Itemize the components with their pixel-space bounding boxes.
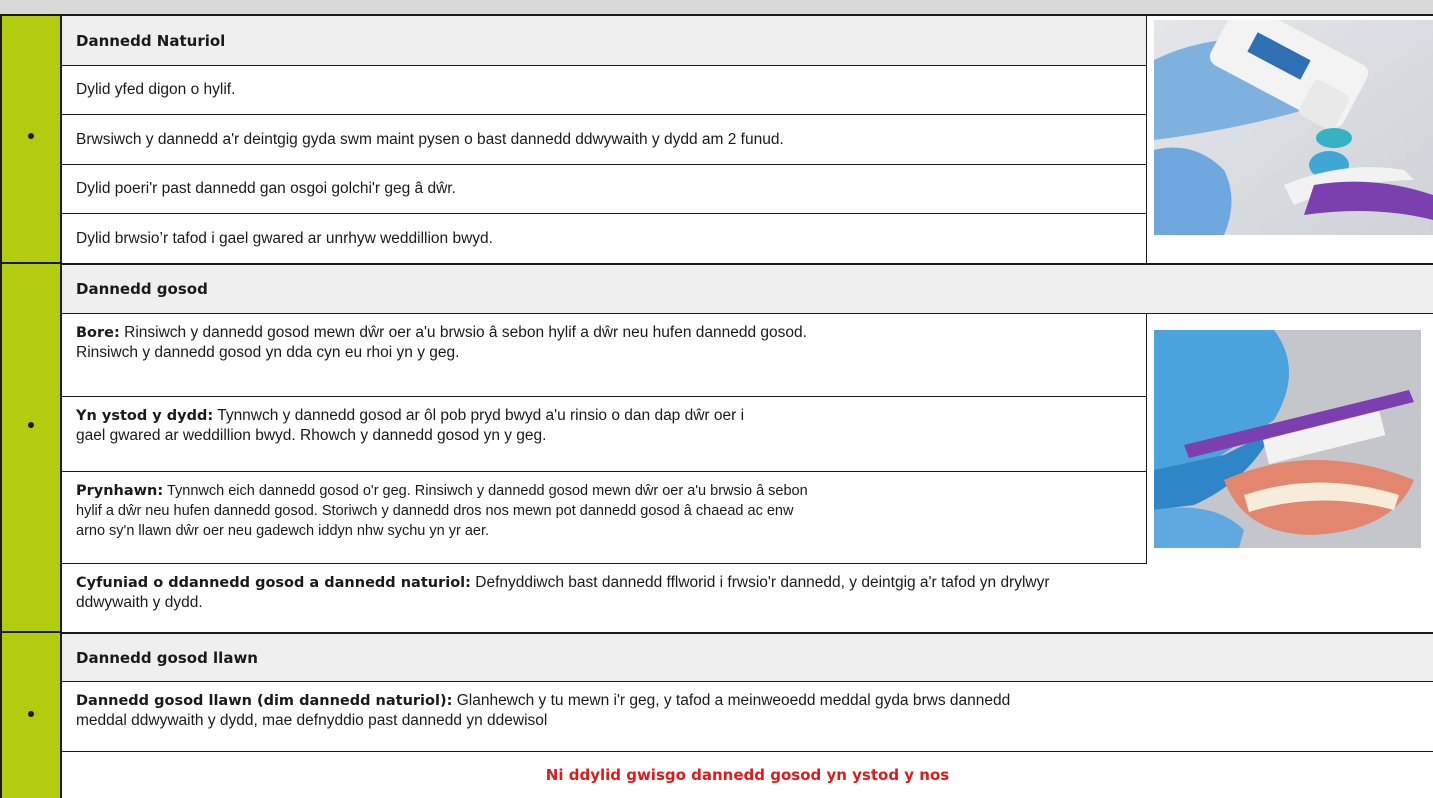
daytime-instructions xyxy=(62,397,1146,472)
section-heading-full-dentures: Dannedd gosod llawn xyxy=(62,634,1433,682)
afternoon-text-line1: Tynnwch eich dannedd gosod o'r geg. Rinsiwch y dannedd gosod mewn dŵr oer a'u brwsio â sebon xyxy=(166,483,808,499)
top-border xyxy=(0,0,1433,16)
night-warning: Ni ddylid gwisgo dannedd gosod yn ystod y nos xyxy=(545,766,950,784)
morning-text-line1: Rinsiwch y dannedd gosod mewn dŵr oer a'u brwsio â sebon hylif a dŵr neu hufen dannedd gosod. xyxy=(124,324,807,341)
full-dentures-text-line1: Glanhewch y tu mewn i'r geg, y tafod a meinweoedd meddal gyda brws dannedd xyxy=(456,692,1011,709)
afternoon-text-line3: arno sy'n llawn dŵr oer neu gadewch iddyn nhw sychu yn yr aer. xyxy=(76,523,490,539)
daytime-text-line1: Tynnwch y dannedd gosod ar ôl pob pryd bwyd a'u rinsio o dan dap dŵr oer i xyxy=(217,407,745,424)
list-item: Dylid poeri'r past dannedd gan osgoi golchi'r geg â dŵr. xyxy=(62,165,1146,214)
section-heading-natural-teeth: Dannedd Naturiol xyxy=(62,16,1146,66)
morning-text-line2: Rinsiwch y dannedd gosod yn dda cyn eu rhoi yn y geg. xyxy=(76,344,460,361)
gutter-section-3 xyxy=(0,633,62,798)
afternoon-label: Prynhawn: xyxy=(76,483,164,499)
list-item: Brwsiwch y dannedd a'r deintgig gyda swm maint pysen o bast dannedd ddwywaith y dydd am 2 funud. xyxy=(62,115,1146,165)
daytime-label: Yn ystod y dydd: xyxy=(76,408,214,424)
combination-label: Cyfuniad o ddannedd gosod a dannedd naturiol: xyxy=(76,575,471,591)
denture-brushing-image xyxy=(1154,330,1421,548)
section-heading-dentures: Dannedd gosod xyxy=(62,265,1433,314)
morning-label: Bore: xyxy=(76,325,120,341)
daytime-text-line2: gael gwared ar weddillion bwyd. Rhowch y dannedd gosod yn y geg. xyxy=(76,427,547,444)
column-divider xyxy=(1146,16,1147,264)
bullet-icon xyxy=(28,711,34,717)
full-dentures-instructions xyxy=(62,682,1433,752)
bullet-icon xyxy=(28,133,34,139)
afternoon-instructions xyxy=(62,472,1146,564)
toothpaste-toothbrush-image xyxy=(1154,20,1433,235)
full-dentures-text-line2: meddal ddwywaith y dydd, mae defnyddio past dannedd yn ddewisol xyxy=(76,712,548,729)
combination-text-line2: ddwywaith y dydd. xyxy=(76,594,203,611)
afternoon-text-line2: hylif a dŵr neu hufen dannedd gosod. Storiwch y dannedd dros nos mewn pot dannedd gosod â chaead ac enw xyxy=(76,503,794,519)
combination-text-line1: Defnyddiwch bast dannedd fflworid i frwsio'r dannedd, y deintgig a'r tafod yn drylwyr xyxy=(475,574,1050,591)
gutter-section-2 xyxy=(0,264,62,633)
list-item: Dylid brwsio’r tafod i gael gwared ar unrhyw weddillion bwyd. xyxy=(76,230,493,247)
full-dentures-label: Dannedd gosod llawn (dim dannedd naturiol): xyxy=(76,693,453,709)
column-divider xyxy=(1146,314,1147,564)
morning-instructions xyxy=(62,314,1146,397)
combination-instructions xyxy=(62,564,1433,633)
bullet-icon xyxy=(28,422,34,428)
gutter-section-1 xyxy=(0,16,62,264)
list-item: Dylid yfed digon o hylif. xyxy=(62,66,1146,115)
